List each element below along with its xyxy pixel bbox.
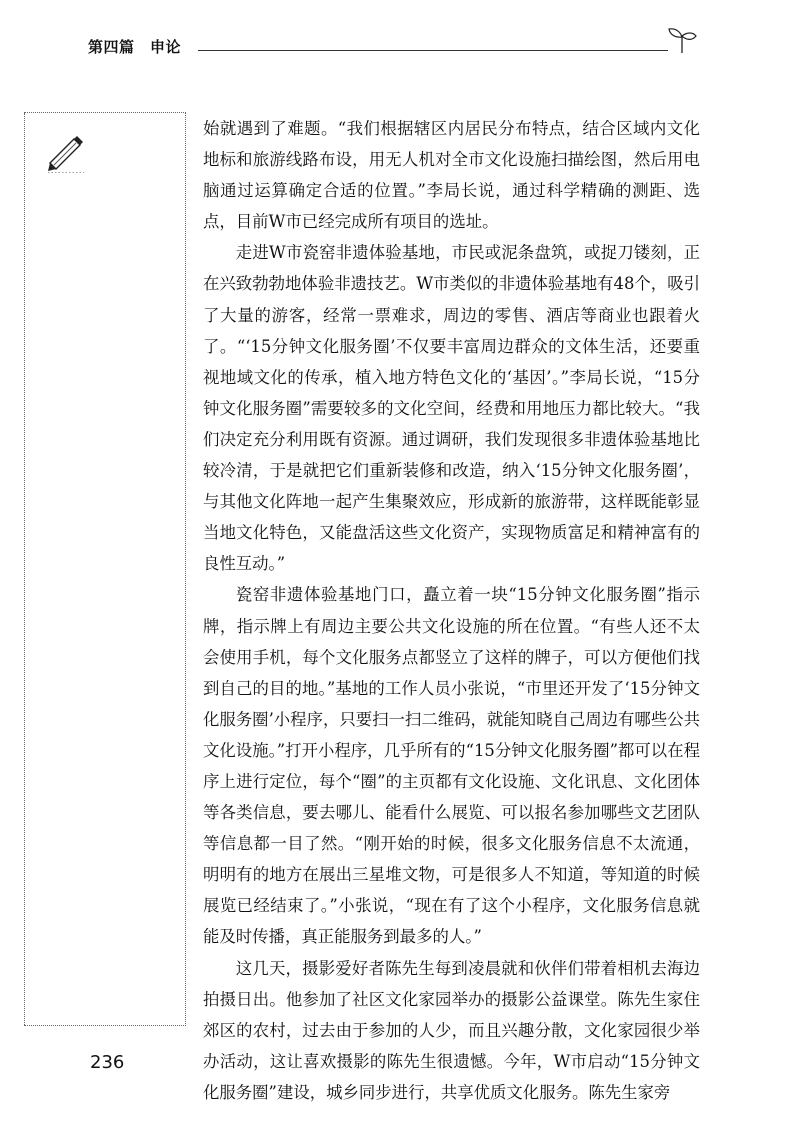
body-text: [203, 113, 700, 1108]
pencil-icon: [44, 133, 90, 173]
paragraph: 这几天，摄影爱好者陈先生每到凌晨就和伙伴们带着相机去海边拍摄日出。他参加了社区文化家园举办的摄影公益课堂。陈先生家住郊区的农村，过去由于参加的人少，而且兴趣分散，文化家园很少举办活动，这让喜欢摄影的陈先生很遗憾。今年，W市启动“15分钟文化服务圈”建设，城乡同步进行，共享优质文化服务。陈先生家旁: [203, 958, 700, 1102]
running-header: [88, 36, 698, 60]
paragraph: 走进W市瓷窑非遗体验基地，市民或泥条盘筑，或捉刀镂刻，正在兴致勃勃地体验非遗技艺。W市类似的非遗体验基地有48个，吸引了大量的游客，经常一票难求，周边的零售、酒店等商业也跟着火了。“‘15分钟文化服务圈’不仅要丰富周边群众的文体生活，还要重视地域文化的传承，植入地方特色文化的‘基因’。”李局长说，“15分钟文化服务圈”需要较多的文化空间，经费和用地压力都比较大。“我们决定充分利用既有资源。通过调研，我们发现很多非遗体验基地比较冷清，于是就把它们重新装修和改造，纳入‘15分钟文化服务圈’，与其他文化阵地一起产生集聚效应，形成新的旅游带，这样既能彰显当地文化特色，又能盘活这些文化资产，实现物质富足和精神富有的良性互动。”: [203, 243, 700, 574]
section-title: 第四篇 申论: [88, 38, 182, 56]
paragraph: 瓷窑非遗体验基地门口，矗立着一块“15分钟文化服务圈”指示牌，指示牌上有周边主要公共文化设施的所在位置。“有些人还不太会使用手机，每个文化服务点都竖立了这样的牌子，可以方便他们找到自己的目的地。”基地的工作人员小张说，“市里还开发了‘15分钟文化服务圈’小程序，只要扫一扫二维码，就能知晓自己周边有哪些公共文化设施。”打开小程序，几乎所有的“15分钟文化服务圈”都可以在程序上进行定位，每个“圈”的主页都有文化设施、文化讯息、文化团体等各类信息，要去哪儿、能看什么展览、可以报名参加哪些文艺团队等信息都一目了然。“刚开始的时候，很多文化服务信息不太流通，明明有的地方在展出三星堆文物，可是很多人不知道，等知道的时候展览已经结束了。”小张说，“现在有了这个小程序，文化服务信息就能及时传播，真正能服务到最多的人。”: [203, 585, 700, 947]
paragraph: 始就遇到了难题。“我们根据辖区内居民分布特点，结合区域内文化地标和旅游线路布设，用无人机对全市文化设施扫描绘图，然后用电脑通过运算确定合适的位置。”李局长说，通过科学精确的测距、选点，目前W市已经完成所有项目的选址。: [203, 119, 700, 232]
header-rule: [198, 50, 668, 51]
sprout-icon: [666, 26, 698, 54]
note-margin-box: [24, 112, 186, 1026]
page-number: 236: [90, 1052, 125, 1073]
